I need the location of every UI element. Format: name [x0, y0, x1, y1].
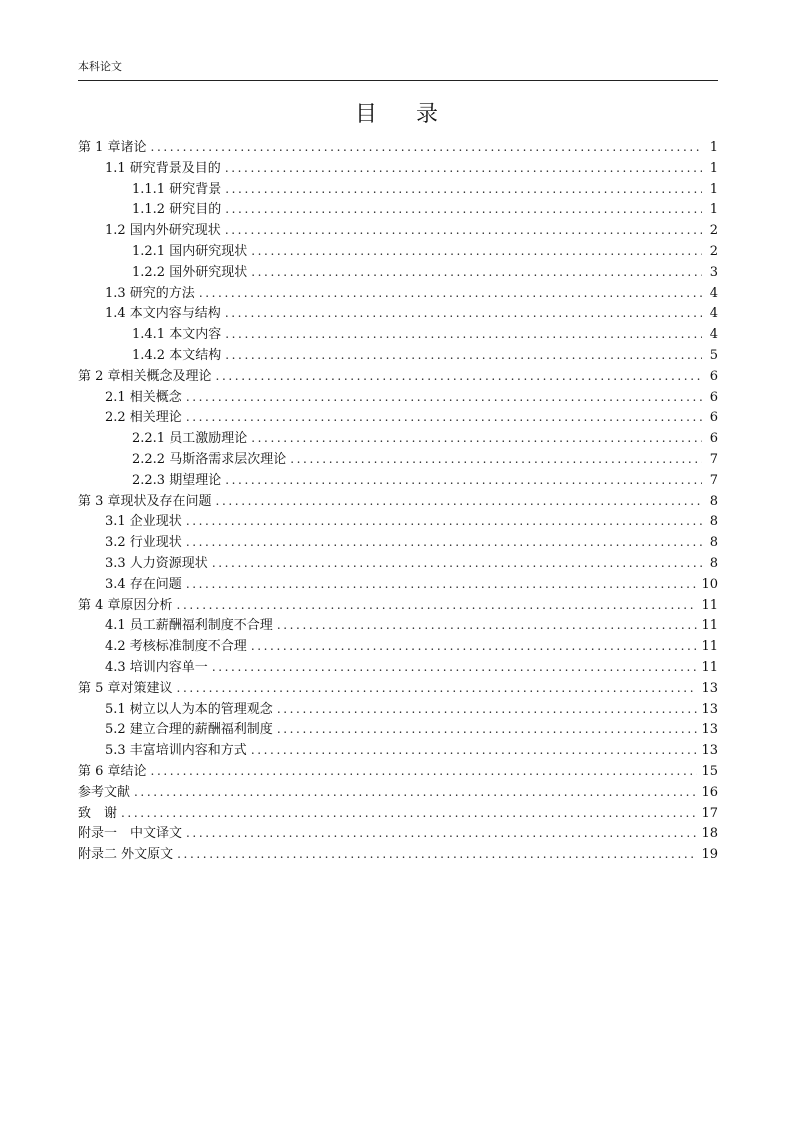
toc-page-number: 1: [709, 202, 718, 218]
toc-page-number: 4: [709, 306, 718, 322]
toc-dot-leader: [216, 366, 702, 387]
toc-dot-leader: [251, 241, 702, 262]
toc-dot-leader: [225, 179, 702, 200]
toc-entry[interactable]: [78, 844, 718, 865]
toc-entry-title: 4.3 培训内容单一: [105, 659, 208, 675]
toc-entry-title: 4.2 考核标准制度不合理: [105, 639, 247, 655]
toc-dot-leader: [134, 782, 697, 803]
toc-page-number: 15: [701, 763, 718, 779]
toc-entry[interactable]: [78, 470, 718, 491]
toc-entry[interactable]: [78, 553, 718, 574]
toc-entry-title: 第 3 章现状及存在问题: [78, 493, 212, 509]
toc-dot-leader: [186, 823, 697, 844]
toc-entry-title: 3.4 存在问题: [105, 576, 182, 592]
toc-entry-title: 2.1 相关概念: [105, 389, 182, 405]
toc-dot-leader: [186, 407, 702, 428]
toc-dot-leader: [277, 719, 698, 740]
toc-page-number: 2: [709, 243, 718, 259]
toc-entry[interactable]: [78, 511, 718, 532]
toc-entry[interactable]: [78, 761, 718, 782]
toc-entry[interactable]: [78, 803, 718, 824]
toc-page-number: 13: [701, 680, 718, 696]
toc-dot-leader: [225, 470, 702, 491]
toc-dot-leader: [151, 137, 702, 158]
toc-entry[interactable]: [78, 199, 718, 220]
toc-entry-title: 5.1 树立以人为本的管理观念: [105, 701, 273, 717]
toc-dot-leader: [151, 761, 698, 782]
toc-page-number: 13: [701, 701, 718, 717]
toc-page-number: 13: [701, 722, 718, 738]
toc-entry[interactable]: [78, 324, 718, 345]
toc-entry-title: 1.4.2 本文结构: [132, 347, 222, 363]
toc-dot-leader: [251, 262, 702, 283]
toc-entry-title: 1.3 研究的方法: [105, 285, 195, 301]
toc-entry-title: 附录一 中文译文: [78, 826, 183, 842]
toc-dot-leader: [251, 428, 702, 449]
toc-dot-leader: [186, 511, 702, 532]
toc-dot-leader: [121, 803, 697, 824]
toc-page-number: 10: [701, 576, 718, 592]
toc-entry[interactable]: [78, 283, 718, 304]
toc-entry-title: 1.1.1 研究背景: [132, 181, 222, 197]
toc-entry[interactable]: [78, 719, 718, 740]
toc-entry[interactable]: [78, 366, 718, 387]
header-divider: [78, 80, 718, 81]
toc-dot-leader: [212, 657, 698, 678]
toc-page-number: 11: [701, 639, 718, 655]
page-header: 本科论文: [78, 60, 122, 73]
toc-entry-title: 4.1 员工薪酬福利制度不合理: [105, 618, 273, 634]
toc-page-number: 1: [709, 160, 718, 176]
toc-page-number: 7: [709, 451, 718, 467]
toc-dot-leader: [186, 532, 702, 553]
toc-page-number: 6: [709, 410, 718, 426]
toc-page-number: 8: [709, 535, 718, 551]
toc-entry[interactable]: [78, 137, 718, 158]
toc-entry-title: 2.2 相关理论: [105, 410, 182, 426]
toc-page-number: 11: [701, 597, 718, 613]
toc-entry-title: 1.2.2 国外研究现状: [132, 264, 248, 280]
toc-entry-title: 参考文献: [78, 784, 131, 800]
toc-dot-leader: [199, 283, 702, 304]
toc-dot-leader: [225, 324, 702, 345]
toc-entry-title: 2.2.1 员工激励理论: [132, 431, 248, 447]
toc-entry[interactable]: [78, 595, 718, 616]
toc-dot-leader: [186, 387, 702, 408]
toc-entry[interactable]: [78, 407, 718, 428]
toc-entry[interactable]: [78, 428, 718, 449]
toc-entry[interactable]: [78, 449, 718, 470]
toc-entry[interactable]: [78, 782, 718, 803]
toc-page-number: 11: [701, 659, 718, 675]
toc-dot-leader: [212, 553, 702, 574]
table-of-contents: [78, 137, 718, 865]
toc-entry[interactable]: [78, 532, 718, 553]
toc-dot-leader: [216, 491, 702, 512]
toc-page-number: 11: [701, 618, 718, 634]
toc-entry-title: 第 6 章结论: [78, 763, 147, 779]
toc-dot-leader: [251, 740, 698, 761]
toc-page-number: 1: [709, 140, 718, 155]
toc-page-number: 8: [709, 555, 718, 571]
toc-dot-leader: [177, 595, 698, 616]
toc-entry[interactable]: [78, 262, 718, 283]
toc-dot-leader: [225, 345, 702, 366]
toc-entry[interactable]: [78, 615, 718, 636]
toc-entry-title: 第 4 章原因分析: [78, 597, 173, 613]
toc-page-number: 5: [709, 347, 718, 363]
toc-page-number: 6: [709, 431, 718, 447]
page-title: 目 录: [355, 102, 454, 127]
toc-entry-title: 3.2 行业现状: [105, 535, 182, 551]
toc-dot-leader: [290, 449, 702, 470]
toc-page-number: 7: [709, 472, 718, 488]
toc-dot-leader: [225, 158, 702, 179]
toc-page-number: 8: [709, 493, 718, 509]
toc-entry-title: 1.4 本文内容与结构: [105, 306, 221, 322]
toc-entry[interactable]: [78, 158, 718, 179]
toc-entry[interactable]: [78, 678, 718, 699]
toc-dot-leader: [225, 303, 702, 324]
toc-dot-leader: [277, 615, 698, 636]
toc-page-number: 8: [709, 514, 718, 530]
toc-page-number: 2: [709, 223, 718, 239]
toc-dot-leader: [177, 844, 697, 865]
toc-entry[interactable]: [78, 574, 718, 595]
toc-page-number: 18: [701, 826, 718, 842]
toc-entry[interactable]: [78, 491, 718, 512]
toc-entry-title: 2.2.2 马斯洛需求层次理论: [132, 451, 287, 467]
toc-entry[interactable]: [78, 241, 718, 262]
toc-page-number: 4: [709, 285, 718, 301]
toc-entry-title: 5.2 建立合理的薪酬福利制度: [105, 722, 273, 738]
toc-dot-leader: [225, 199, 702, 220]
toc-entry[interactable]: [78, 345, 718, 366]
toc-page-number: 6: [709, 368, 718, 384]
toc-entry-title: 第 1 章诸论: [78, 140, 147, 155]
toc-entry-title: 第 2 章相关概念及理论: [78, 368, 212, 384]
toc-entry[interactable]: [78, 823, 718, 844]
toc-dot-leader: [225, 220, 702, 241]
toc-entry-title: 第 5 章对策建议: [78, 680, 173, 696]
toc-entry[interactable]: [78, 220, 718, 241]
toc-entry[interactable]: [78, 179, 718, 200]
toc-entry-title: 附录二 外文原文: [78, 847, 174, 863]
toc-entry-title: 1.2 国内外研究现状: [105, 223, 221, 239]
toc-entry-title: 1.1.2 研究目的: [132, 202, 222, 218]
toc-page-number: 3: [709, 264, 718, 280]
toc-entry[interactable]: [78, 657, 718, 678]
toc-dot-leader: [186, 574, 698, 595]
toc-entry-title: 5.3 丰富培训内容和方式: [105, 743, 247, 759]
toc-entry-title: 1.1 研究背景及目的: [105, 160, 221, 176]
toc-page-number: 1: [709, 181, 718, 197]
toc-dot-leader: [277, 699, 698, 720]
toc-page-number: 4: [709, 327, 718, 343]
toc-page-number: 16: [701, 784, 718, 800]
toc-entry[interactable]: [78, 699, 718, 720]
toc-entry-title: 3.3 人力资源现状: [105, 555, 208, 571]
toc-page-number: 17: [701, 805, 718, 821]
toc-dot-leader: [251, 636, 698, 657]
toc-page-number: 6: [709, 389, 718, 405]
toc-entry-title: 致 谢: [78, 805, 118, 821]
toc-entry[interactable]: [78, 740, 718, 761]
toc-entry-title: 1.4.1 本文内容: [132, 327, 222, 343]
toc-entry-title: 3.1 企业现状: [105, 514, 182, 530]
toc-dot-leader: [177, 678, 698, 699]
toc-entry[interactable]: [78, 387, 718, 408]
toc-page-number: 19: [701, 847, 718, 863]
toc-entry-title: 2.2.3 期望理论: [132, 472, 222, 488]
toc-entry[interactable]: [78, 303, 718, 324]
toc-page-number: 13: [701, 743, 718, 759]
toc-entry-title: 1.2.1 国内研究现状: [132, 243, 248, 259]
toc-entry[interactable]: [78, 636, 718, 657]
